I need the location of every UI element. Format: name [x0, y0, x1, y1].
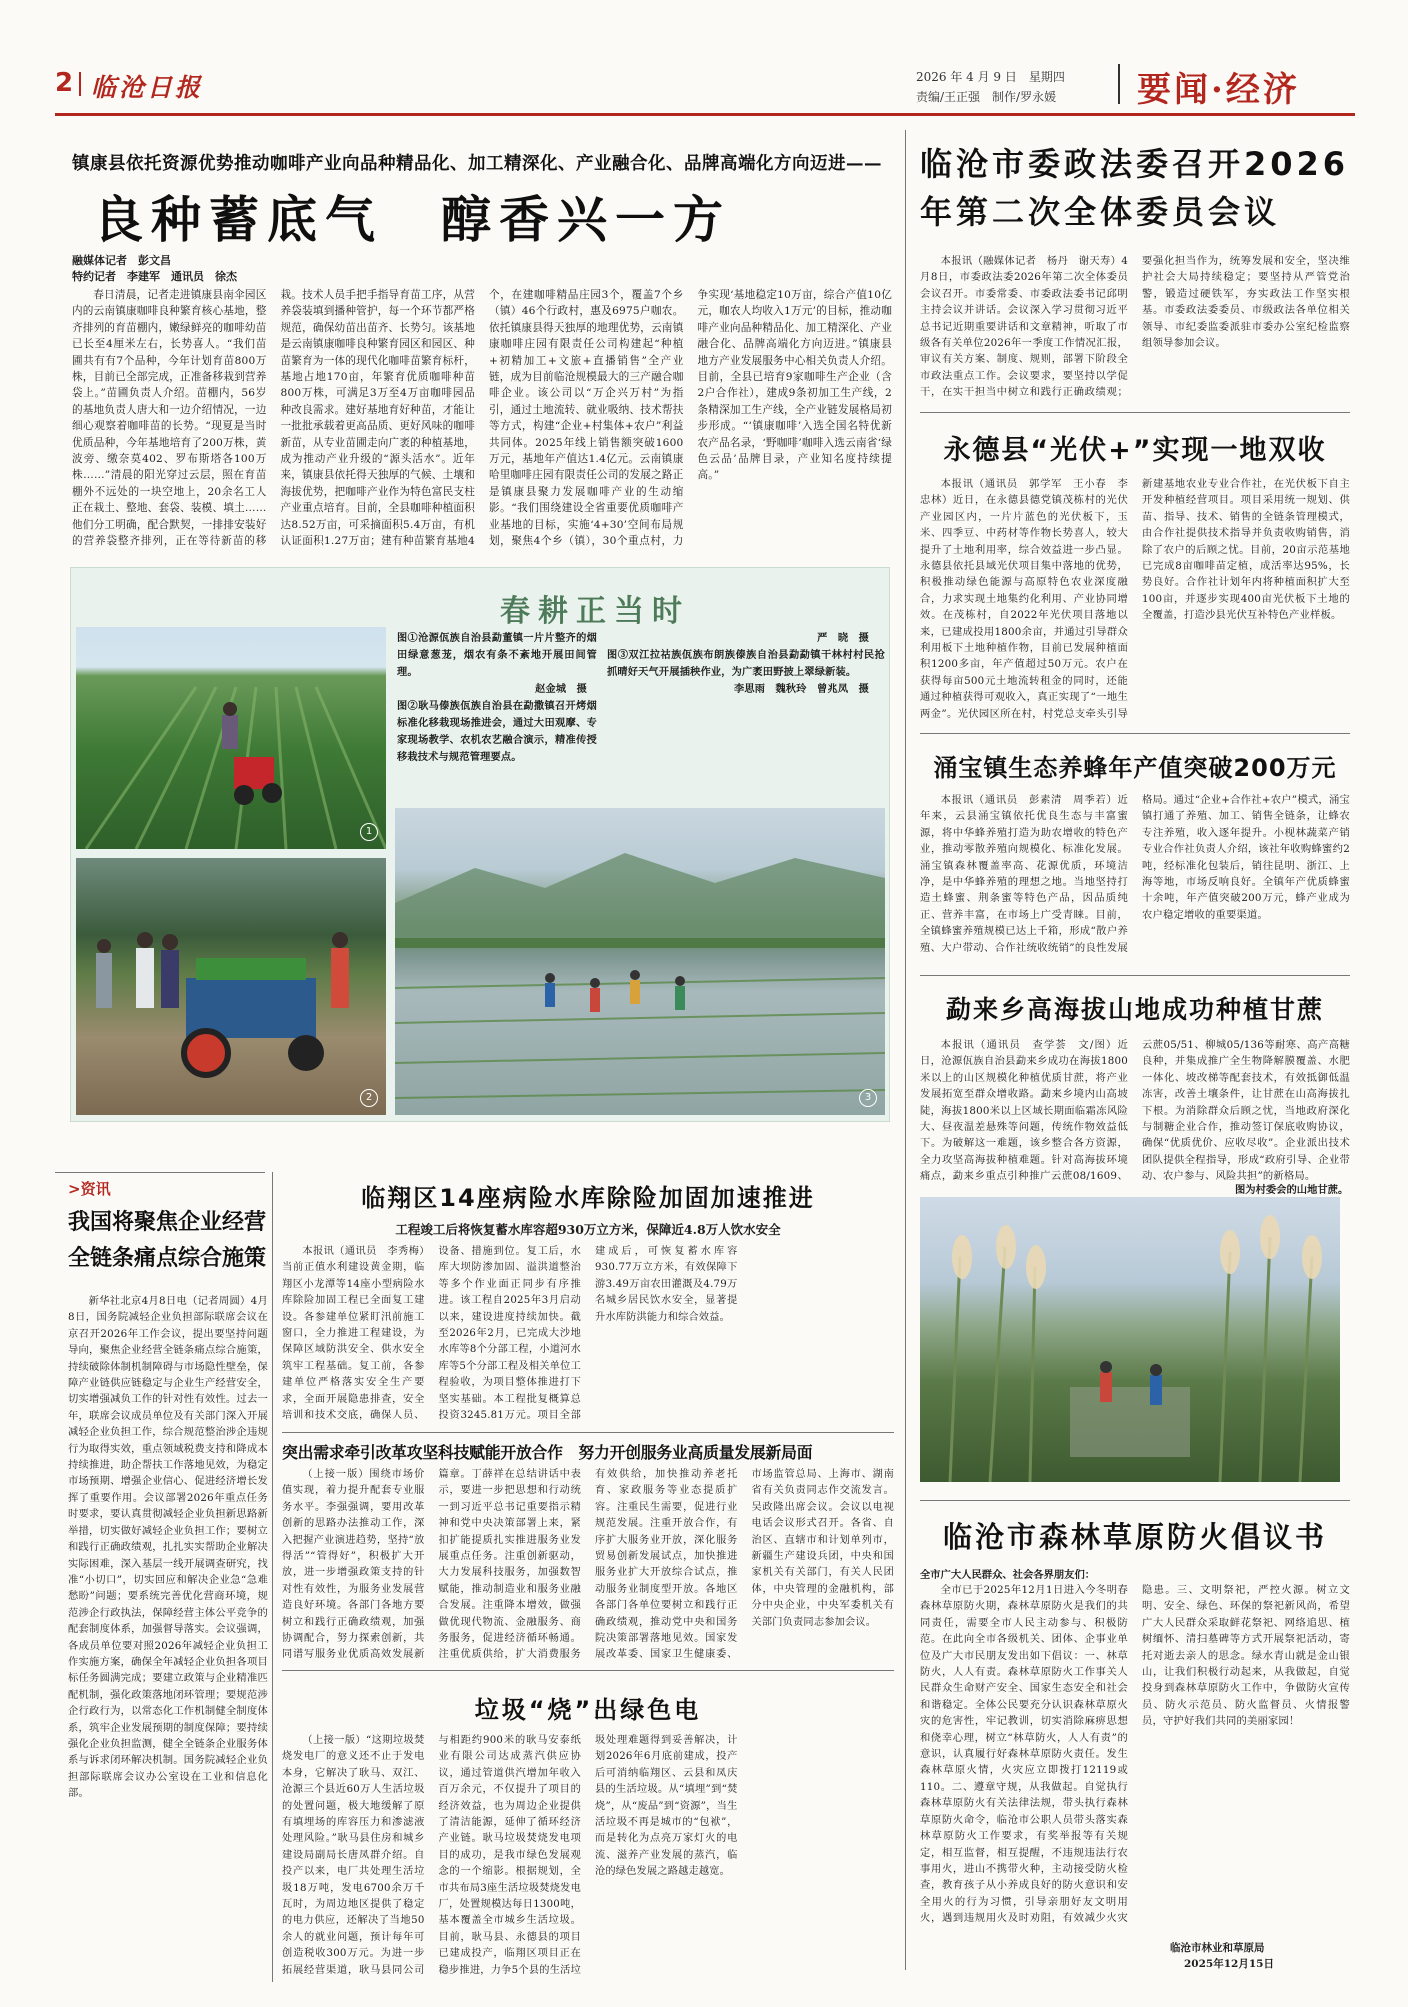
- caption-1-credit: 赵金城 摄: [535, 683, 587, 695]
- reform-title: 突出需求牵引改革攻坚科技赋能开放合作 努力开创服务业高质量发展新局面: [282, 1443, 813, 1462]
- garbage-title: 垃圾“烧”出绿色电: [474, 1696, 702, 1724]
- photo-transplant-demo: 2: [76, 858, 386, 1115]
- caption-2-text: 图②耿马傣族佤族自治县在勐撒镇召开烤烟标准化移栽现场推进会，通过大田观摩、专家现场教学、农机农艺融合演示，精准传授移栽技术与规范管理要点。: [397, 700, 597, 763]
- lead-byline-2: 特约记者 李建军 通讯员 徐杰: [72, 270, 237, 283]
- photo-caption-2: [607, 630, 885, 806]
- caption-3-credit: 李思雨 魏秋玲 曾兆凤 摄: [733, 683, 869, 695]
- news-column-label: >资讯: [68, 1180, 111, 1198]
- paper-name-logo: 临沧日报: [91, 73, 204, 102]
- news-column-title: 我国将聚焦企业经营全链条痛点综合施策: [68, 1210, 267, 1271]
- lead-body: 春日清晨，记者走进镇康县南伞园区内的云南镇康咖啡良种繁育核心基地，整齐排列的育苗棚内，嫩绿鲜亮的咖啡幼苗已长至4厘米左右，长势喜人。“我们苗圃共有有7个品种，今年计划育苗800万株，目前已全部完成，正准备移栽到营养袋上。”苗圃负责人介绍。苗棚内，56岁的基地负责人唐大和一边介绍情况，一边细心观察着咖啡苗的长势。“现夏是当时优质品种，今年基地培育了200万株，黄波旁、缴奈莫402、罗布斯塔各100万株……”清晨的阳光穿过云层，照在育苗棚外不远处的一块空地上，20余名工人正在栽土、整地、套袋、装模、填土……他们分工明确，配合默契，一排排安装好的营养袋整齐排列，正在等待新苗的移栽。技术人员手把手指导育苗工序，从营养袋装填到播种管护，每一个环节都严格规范，确保幼苗出苗齐、长势匀。该基地是云南镇康咖啡良种繁育园区和园区、种苗繁育为一体的现代化咖啡苗繁育标杆，基地占地170亩，年繁育优质咖啡种苗800万株，可满足3万至4万亩咖啡园品种改良需求。建好基地育好种苗，才能让一批批承载着更高品质、更好风味的咖啡新苗，从专业苗圃走向广袤的种植基地，成为推动产业升级的“源头活水”。近年来，镇康县依托得天独厚的气候、土壤和海拔优势，把咖啡产业作为特色富民支柱产业重点培育。目前，全县咖啡种植面积达8.52万亩，可采摘面积5.4万亩，有机认证面积1.27万亩；建有种苗繁育基地4个，在建咖啡精品庄园3个，覆盖7个乡（镇）46个行政村，惠及6975户咖农。依托镇康县得天独厚的地理优势，云南镇康咖啡庄园有限责任公司构建起“种植+初精加工+文旅+直播销售”全产业链，成为目前临沧规模最大的三产融合咖啡企业。该公司以“万企兴万村”为指引，通过土地流转、就业吸纳、技术帮扶等方式，构建“企业+村集体+农户”利益共同体。2025年线上销售额突破1600万元，基地年产值达1.4亿元。云南镇康哈里咖啡庄园有限责任公司的发展之路正是镇康县聚力发展咖啡产业的生动缩影。“我们围绕建设全省重要优质咖啡产业基地的目标，实施‘4+30’空间布局规划，聚焦4个乡（镇），30个重点村，力争实现‘基地稳定10万亩，综合产值10亿元，咖农人均收入1万元’的目标，推动咖啡产业向品种精品化、加工精深化、产业融合化、品牌高端化方向迈进。”镇康县地方产业发展服务中心相关负责人介绍。目前，全县已培育9家咖啡生产企业（含2户合作社），建成9条初加工生产线，2条精深加工生产线，全产业链发展格局初步形成。“‘镇康咖啡’入选全国名特优新农产品名录，‘野咖啡’咖啡入选云南省‘绿色云品’品牌目录，产业知名度持续提高。”: [72, 289, 892, 548]
- sugarcane-title: 勐来乡高海拔山地成功种植甘蔗: [945, 995, 1324, 1024]
- reservoir-body: 本报讯（通讯员 李秀梅）当前正值水利建设黄金期，临翔区小龙潭等14座小型病险水库除险加固工程已全面复工建设。各参建单位紧盯汛前施工窗口，全力推进工程建设，为保障区域防洪安全、供水安全筑牢工程基础。复工前，各参建单位严格落实安全生产要求，全面开展隐患排查，安全培训和技术交底，确保人员、设备、措施到位。复工后，水库大坝防渗加固、溢洪道整治等多个作业面正同步有序推进。该工程自2025年3月启动以来，建设进度持续加快。截至2026年2月，已完成大沙地水库等8个分部工程，小道河水库等5个分部工程及相关单位工程验收，为项目整体推进打下坚实基础。本工程批复概算总投资3245.81万元。项目全部建成后，可恢复蓄水库容930.77万立方米，有效保障下游3.49万亩农田灌溉及4.79万名城乡居民饮水安全，显著提升水库防洪能力和综合效益。: [282, 1246, 738, 1422]
- page-header: [55, 62, 1355, 112]
- lead-kicker: 镇康县依托资源优势推动咖啡产业向品种精品化、加工精深化、产业融合化、品牌高端化方向迈进——: [72, 154, 882, 174]
- lead-title: 良种蓄底气 醇香兴一方: [93, 191, 731, 249]
- reservoir-title: 临翔区14座病险水库除险加固加速推进: [361, 1184, 815, 1212]
- caption-3-text: 图③双江拉祜族佤族布朗族傣族自治县勐勐镇干林村村民抢抓晴好天气开展插秧作业，为广袤田野披上翠绿新装。: [607, 649, 885, 678]
- news-label-text: 资讯: [80, 1180, 111, 1198]
- photo-tobacco-field: 1: [76, 627, 386, 849]
- fire-greeting: 全市广大人民群众、社会各界朋友们：: [920, 1569, 1096, 1581]
- fire-sign-date: 2025年12月15日: [1184, 1958, 1274, 1970]
- bee-body: 本报讯（通讯员 彭素清 周季若）近年来，云县涌宝镇依托优良生态与丰富蜜源，将中华蜂养殖打造为助农增收的特色产业，推动零散养殖向规模化、标准化发展。涌宝镇森林覆盖率高、花源优质，环境洁净，是中华蜂养殖的理想之地。当地坚持打造土蜂蜜、荆条蜜等特色产品，因品质纯正、营养丰富，在市场上广受青睐。目前，全镇蜂蜜养殖规模已达上千箱，形成“散户养殖、大户带动、合作社统收统销”的良性发展格局。通过“企业+合作社+农户”模式，涌宝镇打通了养殖、加工、销售全链条，让蜂农专注养殖，收入逐年提升。小枧林蔬菜产销专业合作社负责人介绍，该社年收购蜂蜜约2吨，经标准化包装后，销往昆明、浙江、上海等地，市场反响良好。全镇年产优质蜂蜜十余吨，年产值突破200万元，蜂产业成为农户稳定增收的重要渠道。: [920, 794, 1350, 954]
- news-column-body: 新华社北京4月8日电（记者周圆）4月8日，国务院减轻企业负担部际联席会议在京召开2026年工作会议，提出要坚持问题导向，聚焦企业经营全链条痛点综合施策，持续破除体制机制障碍与市场隐性壁垒，保障产业链供应链稳定与企业生产经营安全，切实增强减负工作的针对性有效性。过去一年，联席会议成员单位及有关部门深入开展减轻企业负担工作，综合规范整治涉企违规行为取得实效，重点领域税费支持和降成本持续推进，助企帮扶工作落地见效，为稳定市场预期、增强企业信心、促进经济增长发挥了重要作用。会议部署2026年重点任务时要求，要认真贯彻减轻企业负担新思路新举措，切实做好减轻企业负担工作；要树立和践行正确政绩观，扎扎实实帮助企业解决实际困难，深入基层一线开展调查研究，找准“小切口”，切实回应和解决企业急“急难愁盼”问题；要系统完善优化营商环境，规范涉企行政执法，保障经营主体公平竞争的配套制度体系，加强督导落实。会议强调，各成员单位要对照2026年减轻企业负担工作实施方案，确保全年减轻企业负担各项目标任务圆满完成；要建立政策与企业精准匹配机制，强化政策落地闭环管理；要规范涉企行政行为，以常态化工作机制健全制度体系，筑牢企业发展预期的制度保障；要持续强化企业负担监测，健全全链条企业服务体系与诉求闭环解决机制。国务院减轻企业负担部际联席会议办公室设在工业和信息化部。: [68, 1295, 268, 1800]
- photo-rice-planting: 3: [395, 808, 885, 1115]
- yongde-title: 永德县“光伏+”实现一地双收: [943, 435, 1327, 466]
- yongde-body: 本报讯（通讯员 郭学军 王小春 李忠林）近日，在永德县德党镇茂栋村的光伏产业园区内，一片片蓝色的光伏板下，玉米、四季豆、中药材等作物长势喜人，较大提升了土地利用率，综合效益进一步凸显。永德县依托县域光伏项目集中落地的优势，积极推动绿色能源与高原特色农业深度融合，力求实现土地集约化利用、产业协同增效。在茂栋村，自2022年光伏项目落地以来，已建成投用1800余亩，并通过引导群众利用板下土地种植作物，目前已发展种植面积1200多亩，年产值超过50万元。农户在获得每亩500元土地流转租金的同时，还能通过种植获得可观收入，真正实现了“一地生两金”。光伏园区所在村，村党总支牵头引导新建基地农业专业合作社，在光伏板下自主开发种植经营项目。项目采用统一规划、供苗、指导、技术、销售的全链条管理模式，由合作社提供技术指导并负责收购销售，消除了农户的后顾之忧。目前，20亩示范基地已完成8亩咖啡苗定植，成活率达95%，长势良好。合作社计划年内将种植面积扩大至100亩，并逐步实现400亩光伏板下土地的全覆盖，打造沙县光伏互补特色产业样板。: [920, 478, 1350, 720]
- politics-title: 临沧市委政法委召开2026年第二次全体委员会议: [920, 145, 1350, 231]
- reform-body: （上接一版）围绕市场价值实现，着力提升配套专业服务水平。李强强调，要用改革创新的思路办法推动工作，深入把握产业演进趋势，坚持“放得活”“管得好”，积极扩大开放，进一步增强政策支持的针对性有效性，为服务业发展营造良好环境。各部门各地方要树立和践行正确政绩观，加强协调配合，努力探索创新，共同谱写服务业优质高效发展新篇章。丁薛祥在总结讲话中表示，要进一步把思想和行动统一到习近平总书记重要指示精神和党中央决策部署上来，紧扣扩能提质扎实推进服务业发展重点任务。注重创新驱动，大力发展科技服务，加强数智赋能，推动制造业和服务业融合发展。注重降本增效，做强做优现代物流、金融服务、商务服务，促进经济循环畅通。注重优质供给，扩大消费服务有效供给，加快推动养老托育、家政服务等业态提质扩容。注重民生需要，促进行业规范发展。注重开放合作，有序扩大服务业开放，深化服务贸易创新发展试点，加快推进服务业扩大开放综合试点，推动服务业制度型开放。各地区各部门各单位要树立和践行正确政绩观，推动党中央和国务院决策部署落地见效。国家发展改革委、国家卫生健康委、市场监管总局、上海市、湖南省有关负责同志作交流发言。吴政隆出席会议。会议以电视电话会议形式召开。各省、自治区、直辖市和计划单列市，新疆生产建设兵团，中央和国家机关有关部门，有关人民团体，中央管理的金融机构，部分中央企业，中央军委机关有关部门负责同志参加会议。: [282, 1469, 894, 1661]
- section-title: 要闻·经济: [1137, 70, 1300, 110]
- photo-feature-title: 春耕正当时: [500, 594, 690, 629]
- reservoir-subtitle: 工程竣工后将恢复蓄水库容超930万立方米，保障近4.8万人饮水安全: [395, 1222, 781, 1237]
- fire-sign-org: 临沧市林业和草原局: [1170, 1942, 1265, 1954]
- fire-body: 全市已于2025年12月1日进入今冬明春森林草原防火期，森林草原防火是我们的共同责任，需要全市人民主动参与、积极防范。在此向全市各级机关、团体、企事业单位及广大市民朋友发出如下倡议：一、林草防火，人人有责。森林草原防火工作事关人民群众生命财产安全、国家生态安全和社会和谐稳定。全体公民要充分认识森林草原火灾的危害性，牢记教训，切实消除麻痹思想和侥幸心理，树立“林草防火，人人有责”的意识，认真履行好森林草原防火责任。发生森林草原火情，火灾应立即拨打12119或110。二、遵章守规，从我做起。自觉执行森林草原防火有关法律法规，带头执行森林草原防火命令，临沧市公职人员带头落实森林草原防火工作要求，有奖举报等有关规定，相互监督，相互提醒，不违规违法行农事用火，进山不携带火种，主动接受防火检查，教育孩子从小养成良好的防火意识和安全用火的行为习惯，引导亲朋好友文明用火，遇到违规用火及时劝阻，有效减少火灾隐患。三、文明祭祀，严控火源。树立文明、安全、绿色、环保的祭祀新风尚，希望广大人民群众采取鲜花祭祀、网络追思、植树缅怀、清扫墓碑等方式开展祭祀活动，寄托对逝去亲人的思念。绿水青山就是金山银山，让我们积极行动起来，从我做起，自觉投身到森林草原防火工作中，争做防火宣传员、防火示范员、防火监督员、火情报警员，守护好我们共同的美丽家园！: [920, 1584, 1350, 1925]
- caption-1-text: 图①沧源佤族自治县勐董镇一片片整齐的烟田绿意葱茏，烟农有条不紊地开展田间管理。: [397, 632, 597, 678]
- editors: 责编/王正强 制作/罗永媛: [916, 90, 1057, 104]
- politics-body: 本报讯（融媒体记者 杨丹 谢天寿）4月8日，市委政法委2026年第二次全体委员会议召开。市委常委、市委政法委书记邱明主持会议并讲话。会议深入学习贯彻习近平总书记近期重要讲话和文章精神，听取了市级各有关单位2026年一季度工作情况汇报，审议有关方案、制度、规则，部署下阶段全市政法重点工作。会议要求，要坚持以学促干，在实干担当中树立和践行正确政绩观；要强化担当作为，统筹发展和安全，坚决维护社会大局持续稳定；要坚持从严管党治警，锻造过硬铁军，夯实政法工作坚实根基。市委政法委委员、市级政法各单位相关领导、市纪委监委派驻市委办公室纪检监察组领导参加会议。: [920, 255, 1350, 399]
- fire-title: 临沧市森林草原防火倡议书: [942, 1520, 1327, 1554]
- photo-caption-1: [397, 630, 597, 806]
- sugarcane-caption: 图为村委会的山地甘蔗。: [1235, 1184, 1349, 1196]
- photo-sugarcane-field: [920, 1197, 1340, 1482]
- issue-date: 2026 年 4 月 9 日 星期四: [916, 70, 1065, 84]
- sugarcane-body: 本报讯（通讯员 查学荟 文/图）近日，沧源佤族自治县勐来乡成功在海拔1800米以上的山区规模化种植优质甘蔗，将产业发展拓宽至群众增收路。勐来乡境内山高坡陡，海拔1800米以上区域长期面临霜冻风险大、昼夜温差悬殊等问题，传统作物效益低下。为破解这一难题，该乡整合各方资源，全力攻坚高海拔种植难题。针对高海拔环境痛点，勐来乡重点引种推广云蔗08/1609、云蔗05/51、柳城05/136等耐寒、高产高糖良种，并集成推广全生物降解膜覆盖、水肥一体化、坡改梯等配套技术，有效抵御低温冻害，改善土壤条件，让甘蔗在山高海拔扎下根。为消除群众后顾之忧，当地政府深化与制糖企业合作，推动签订保底收购协议，确保“优质优价、应收尽收”。企业派出技术团队提供全程指导，形成“政府引导、企业带动、农户参与、风险共担”的新格局。: [920, 1039, 1350, 1183]
- lead-byline-1: 融媒体记者 彭文昌: [72, 254, 171, 267]
- bee-title: 涌宝镇生态养蜂年产值突破200万元: [933, 754, 1337, 782]
- garbage-body: （上接一版）“这期垃圾焚烧发电厂的意义还不止于发电本身，它解决了耿马、双江、沧源三个县近60万人生活垃圾的处置问题，极大地缓解了原有填埋场的库容压力和渗滤液处理风险。”耿马县住房和城乡建设局副局长唐凤群介绍。自投产以来，电厂共处理生活垃圾18万吨，发电6700余万千瓦时，为周边地区提供了稳定的电力供应，还解决了当地50余人的就业问题，预计每年可创造税收300万元。为进一步拓展经营渠道，耿马县同公司与相距约900米的耿马安泰纸业有限公司达成蒸汽供应协议，通过管道供汽增加年收入百万余元，不仅提升了项目的经济效益，也为周边企业提供了清洁能源，延伸了循环经济产业链。耿马垃圾焚烧发电项目的成功，是我市绿色发展观念的一个缩影。根据规划，全市共布局3座生活垃圾焚烧发电厂，处置规模达每日1300吨，基本覆盖全市城乡生活垃圾。目前，耿马县、永德县的项目已建成投产，临翔区项目正在稳步推进，力争5个县的生活垃圾处理难题得到妥善解决，计划2026年6月底前建成，投产后可消纳临翔区、云县和凤庆县的生活垃圾。从“填埋”到“焚烧”，从“废品”到“资源”，当生活垃圾不再是城市的“包袱”，而是转化为点亮万家灯火的电流、滋养产业发展的蒸汽，临沧的绿色发展之路越走越宽。: [282, 1735, 738, 1976]
- caption-2-credit: 严 晓 摄: [817, 632, 869, 644]
- page-number: 2: [55, 68, 74, 98]
